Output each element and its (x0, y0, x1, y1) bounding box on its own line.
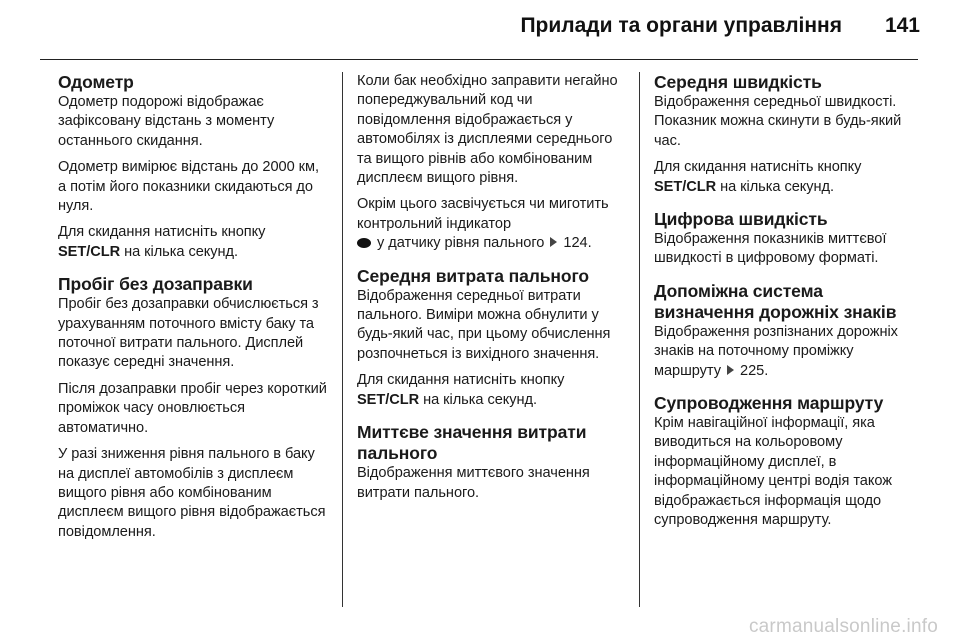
instant-consumption-heading: Миттєве значення витрати пального (357, 422, 587, 464)
column-divider-1 (342, 72, 343, 607)
avg-speed-text-2: Для скидання натисніть кнопку SET/CLR на кілька секунд. (654, 159, 862, 195)
column-2 (357, 72, 627, 608)
range-section (58, 274, 330, 542)
digital-speed-section (654, 209, 924, 269)
page-reference-icon (550, 237, 557, 247)
range-text-5: Окрім цього засвічується чи миготить контрольний індикатор у датчику рівня пального 124. (357, 196, 609, 252)
header-divider (40, 59, 918, 60)
route-guidance-section (654, 393, 924, 530)
instant-consumption-text: Відображення миттєвого значення витрати пального. (357, 465, 590, 501)
odometer-section (58, 72, 330, 262)
set-clr-key: SET/CLR (357, 391, 420, 408)
digital-speed-heading: Цифрова швидкість (654, 209, 828, 230)
range-text-1: Пробіг без дозаправки обчислюється з урахуванням поточного вмісту баку та поточної витрати пального. Дисплей показує середні значення. (58, 296, 319, 371)
traffic-sign-section (654, 281, 924, 381)
odometer-text-2: Одометр вимірює відстань до 2000 км, а потім його показники скидаються до нуля. (58, 159, 319, 215)
odometer-text-3: Для скидання натисніть кнопку SET/CLR на кілька секунд. (58, 224, 266, 260)
avg-consumption-text-2: Для скидання натисніть кнопку SET/CLR на кілька секунд. (357, 372, 565, 408)
range-continued (357, 72, 627, 254)
page-title: Прилади та органи управління (520, 14, 842, 37)
digital-speed-text: Відображення показників миттєвої швидкості в цифровому форматі. (654, 231, 887, 267)
range-text-2: Після дозаправки пробіг через короткий проміжок часу оновлюється автоматично. (58, 380, 327, 436)
page-header (0, 0, 960, 62)
avg-speed-text-1: Відображення середньої швидкості. Показник можна скинути в будь-який час. (654, 94, 902, 149)
column-1 (58, 72, 330, 608)
avg-consumption-text-1: Відображення середньої витрати пального. Виміри можна обнулити у будь-який час, при цьому обчислення розпочнеться із вихідного значення. (357, 287, 611, 362)
avg-speed-heading: Середня швидкість (654, 72, 822, 92)
avg-consumption-heading: Середня витрата пального (357, 265, 590, 286)
traffic-sign-heading: Допоміжна система визначення дорожніх знаків (654, 280, 897, 322)
set-clr-key: SET/CLR (654, 178, 717, 195)
traffic-sign-text: Відображення розпізнаних дорожніх знаків на поточному проміжку маршруту 225. (654, 323, 898, 379)
route-guidance-heading: Супроводження маршруту (654, 393, 884, 414)
range-text-4: Коли бак необхідно заправити негайно попереджувальний код чи повідомлення відображається у автомобілях із дисплеями середнього та вищого рівнів або комбінованим дисплеєм вищого рівня. (357, 73, 618, 187)
odometer-text-1: Одометр подорожі відображає зафіксовану відстань з моменту останнього скидання. (58, 94, 275, 149)
page-number: 141 (884, 14, 920, 37)
column-divider-2 (639, 72, 640, 607)
range-text-3: У разі зниження рівня пального в баку на дисплеї автомобілів з дисплеєм вищого рівня або комбінованим дисплеєм вищого рівня відображається повідомлення. (58, 446, 326, 540)
page-reference-link[interactable]: 124. (563, 235, 592, 252)
page-reference-link[interactable]: 225. (740, 362, 769, 379)
instant-consumption-section (357, 422, 627, 503)
watermark: carmanualsonline.info (748, 616, 938, 637)
fuel-indicator-icon (357, 238, 371, 248)
set-clr-key: SET/CLR (58, 243, 121, 260)
page-reference-icon (727, 365, 734, 375)
column-3 (654, 72, 924, 608)
route-guidance-text: Крім навігаційної інформації, яка виводиться на кольоровому інформаційному дисплеї, в інформаційному центрі водія також відображається інформація щодо супроводження маршруту. (654, 415, 892, 529)
range-heading: Пробіг без дозаправки (58, 274, 253, 295)
avg-speed-section (654, 72, 924, 197)
odometer-heading: Одометр (58, 72, 134, 92)
avg-consumption-section (357, 266, 627, 410)
